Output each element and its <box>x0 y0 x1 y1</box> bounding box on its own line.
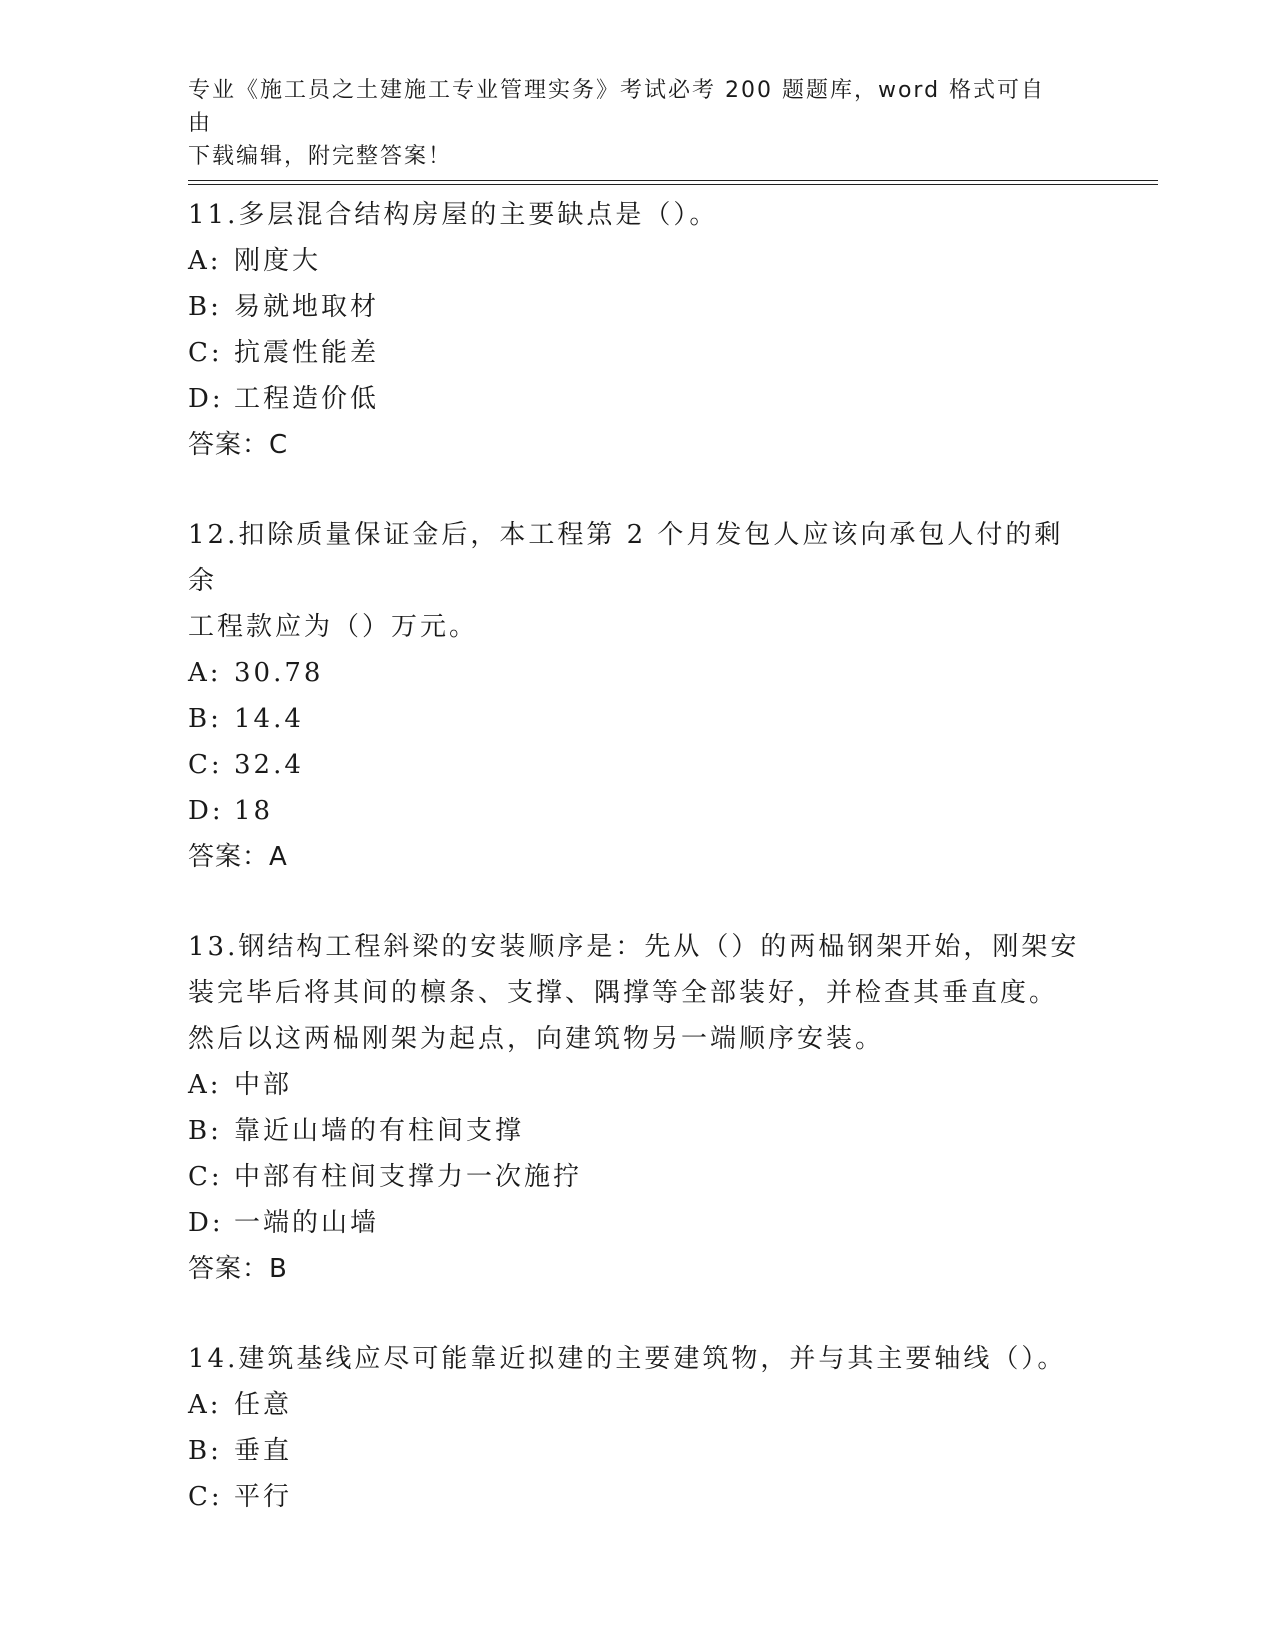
option-text: 32.4 <box>234 750 304 780</box>
question-stem-line: 11.多层混合结构房屋的主要缺点是（）。 <box>188 200 719 230</box>
question-stem-line: 工程款应为（）万元。 <box>188 612 479 642</box>
question-stem-line: 12.扣除质量保证金后，本工程第 2 个月发包人应该向承包人付的剩余 <box>188 520 1064 596</box>
option-letter: A: <box>188 1390 222 1420</box>
option-text: 平行 <box>234 1482 293 1512</box>
option-text: 易就地取材 <box>234 292 380 322</box>
header-divider <box>188 180 1158 185</box>
option-letter: A: <box>188 246 222 276</box>
question-block <box>188 192 1088 468</box>
question-block <box>188 1336 1088 1520</box>
answer-key: 答案：B <box>188 1254 288 1284</box>
header-line-2: 下载编辑，附完整答案！ <box>188 144 453 169</box>
option-text: 垂直 <box>234 1436 293 1466</box>
header-line-1: 专业《施工员之土建施工专业管理实务》考试必考 200 题题库，word 格式可自由 <box>188 78 1046 136</box>
answer-option <box>188 330 1088 376</box>
option-letter: C: <box>188 338 223 368</box>
answer-option <box>188 1108 1088 1154</box>
question-stem-line: 然后以这两榀刚架为起点，向建筑物另一端顺序安装。 <box>188 1024 885 1054</box>
option-letter: C: <box>188 1482 223 1512</box>
answer-option <box>188 788 1088 834</box>
answer-option <box>188 376 1088 422</box>
option-text: 14.4 <box>234 704 304 734</box>
option-letter: C: <box>188 750 223 780</box>
option-text: 18 <box>234 796 274 826</box>
question-block <box>188 512 1088 880</box>
option-letter: D: <box>188 384 224 414</box>
answer-option <box>188 1062 1088 1108</box>
option-letter: B: <box>188 1436 222 1466</box>
option-letter: A: <box>188 1070 222 1100</box>
answer-key: 答案：A <box>188 842 288 872</box>
answer-key: 答案：C <box>188 430 289 460</box>
question-stem-line: 14.建筑基线应尽可能靠近拟建的主要建筑物，并与其主要轴线（）。 <box>188 1344 1067 1374</box>
answer-option <box>188 742 1088 788</box>
option-text: 任意 <box>234 1390 293 1420</box>
question-list <box>188 192 1088 1564</box>
answer-option <box>188 1474 1088 1520</box>
option-text: 刚度大 <box>234 246 322 276</box>
option-letter: B: <box>188 1116 222 1146</box>
option-text: 30.78 <box>234 658 324 688</box>
option-text: 工程造价低 <box>234 384 380 414</box>
answer-option <box>188 1154 1088 1200</box>
answer-option <box>188 650 1088 696</box>
option-letter: C: <box>188 1162 223 1192</box>
document-header <box>188 74 1068 173</box>
answer-option <box>188 1200 1088 1246</box>
answer-option <box>188 1428 1088 1474</box>
option-text: 中部 <box>234 1070 293 1100</box>
option-letter: A: <box>188 658 222 688</box>
question-stem-line: 装完毕后将其间的檩条、支撑、隅撑等全部装好，并检查其垂直度。 <box>188 978 1059 1008</box>
answer-option <box>188 238 1088 284</box>
answer-option <box>188 284 1088 330</box>
question-block <box>188 924 1088 1292</box>
answer-option <box>188 1382 1088 1428</box>
option-letter: B: <box>188 704 222 734</box>
question-stem-line: 13.钢结构工程斜梁的安装顺序是：先从（）的两榀钢架开始，刚架安 <box>188 932 1080 962</box>
option-letter: B: <box>188 292 222 322</box>
option-text: 中部有柱间支撑力一次施拧 <box>234 1162 583 1192</box>
option-letter: D: <box>188 796 224 826</box>
answer-option <box>188 696 1088 742</box>
option-text: 抗震性能差 <box>234 338 380 368</box>
option-text: 靠近山墙的有柱间支撑 <box>234 1116 525 1146</box>
option-text: 一端的山墙 <box>234 1208 380 1238</box>
option-letter: D: <box>188 1208 224 1238</box>
